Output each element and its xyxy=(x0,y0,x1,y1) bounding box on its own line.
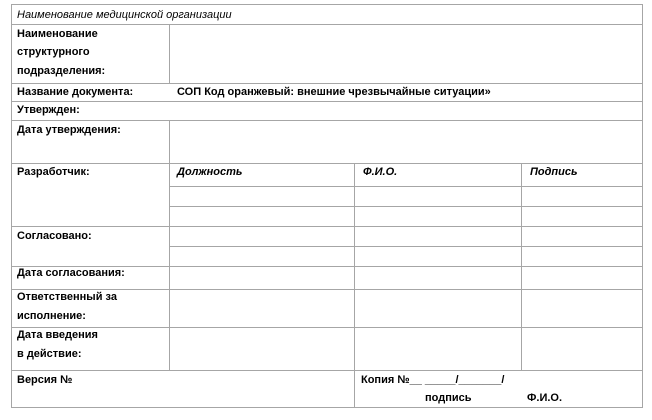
version-label: Версия № xyxy=(17,374,73,386)
rule xyxy=(169,246,643,247)
org-name: Наименование медицинской организации xyxy=(17,9,232,21)
rule xyxy=(11,24,643,25)
col-signature: Подпись xyxy=(530,166,578,178)
rule xyxy=(11,327,643,328)
col-position: Должность xyxy=(177,166,243,178)
developer-label: Разработчик: xyxy=(17,166,90,178)
agreed-label: Согласовано: xyxy=(17,230,92,242)
doc-name-label: Название документа: xyxy=(17,86,134,98)
structural-unit-label-3: подразделения: xyxy=(17,65,106,77)
approved-label: Утвержден: xyxy=(17,104,80,116)
rule xyxy=(169,24,170,83)
responsible-label-2: исполнение: xyxy=(17,310,86,322)
rule xyxy=(169,186,643,187)
responsible-label-1: Ответственный за xyxy=(17,291,117,303)
col-fio: Ф.И.О. xyxy=(363,166,398,178)
rule xyxy=(169,206,643,207)
rule xyxy=(11,4,12,408)
rule xyxy=(11,370,643,371)
rule xyxy=(521,163,522,370)
document-form xyxy=(11,4,643,408)
signature-caption: подпись xyxy=(425,392,472,404)
rule xyxy=(642,4,643,408)
rule xyxy=(11,407,643,408)
rule xyxy=(11,226,643,227)
structural-unit-label-2: структурного xyxy=(17,46,90,58)
effective-date-label-2: в действие: xyxy=(17,348,82,360)
rule xyxy=(11,4,643,5)
fio-caption: Ф.И.О. xyxy=(527,392,563,404)
structural-unit-label-1: Наименование xyxy=(17,28,98,40)
approval-date-label: Дата утверждения: xyxy=(17,124,121,136)
copy-label: Копия №__ _____/_______/ xyxy=(361,374,505,386)
rule xyxy=(11,101,643,102)
doc-name-value: СОП Код оранжевый: внешние чрезвычайные ситуации» xyxy=(177,86,491,98)
effective-date-label-1: Дата введения xyxy=(17,329,98,341)
rule xyxy=(169,120,170,370)
rule xyxy=(354,163,355,407)
agreement-date-label: Дата согласования: xyxy=(17,267,125,279)
